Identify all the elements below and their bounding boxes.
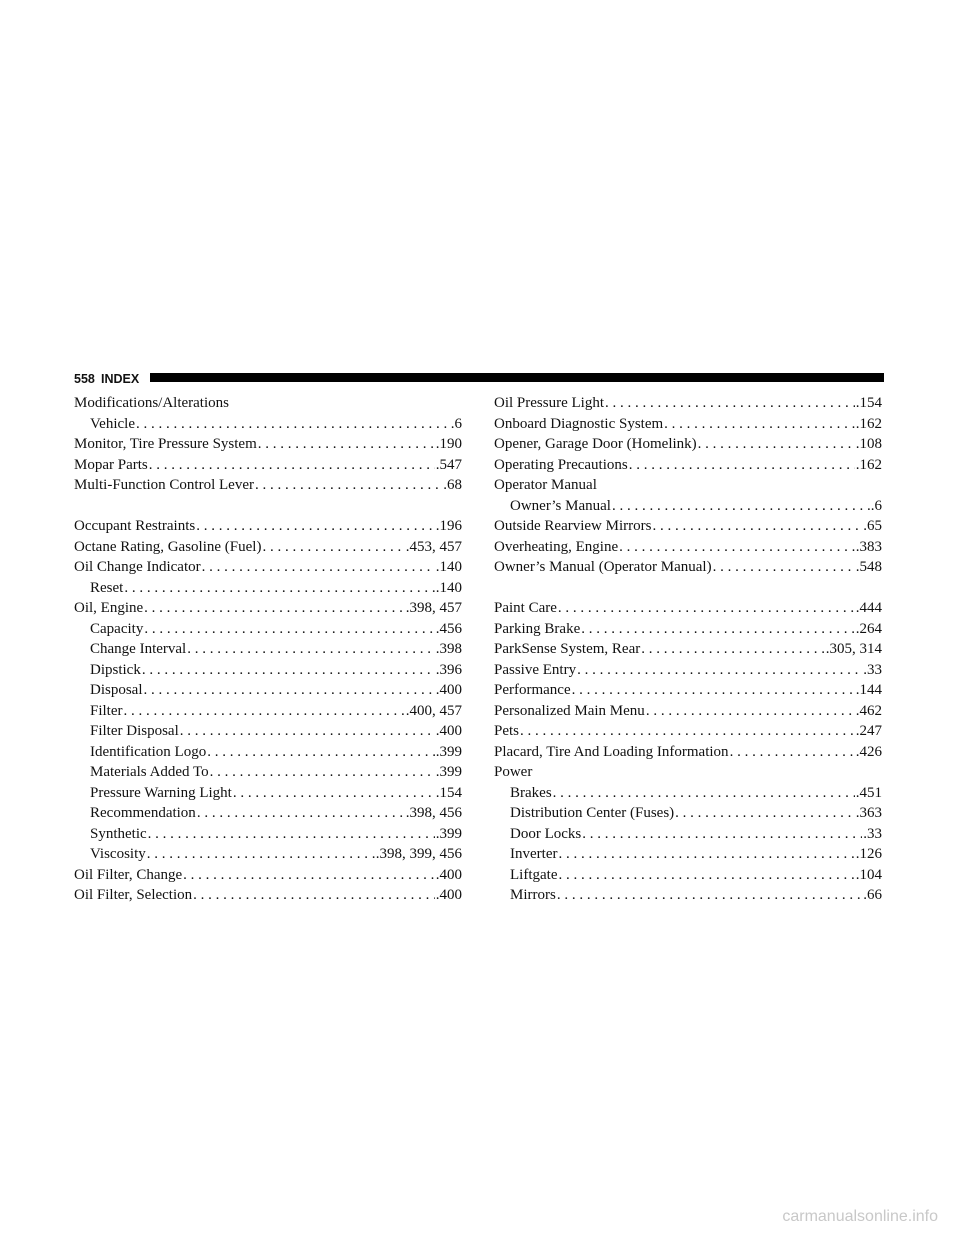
index-entry [74,557,462,578]
dot-leader [664,414,855,435]
index-term: Filter [90,702,123,719]
index-term: Door Locks [510,825,582,842]
index-term: Octane Rating, Gasoline (Fuel) [74,538,262,555]
index-page-ref[interactable]: .66 [863,887,882,903]
index-page-ref[interactable]: .444 [855,600,882,616]
index-page-ref[interactable]: .547 [435,456,462,473]
index-term: Occupant Restraints [74,518,196,534]
page-header [74,370,884,388]
dot-leader [144,619,434,640]
index-page-ref[interactable]: .398, 457 [405,600,462,616]
index-column-right [494,393,882,906]
dot-leader [149,455,435,476]
index-entry [494,660,882,681]
index-term: Performance [494,682,571,698]
index-entry [494,721,882,742]
index-term: Placard, Tire And Loading Information [494,743,729,760]
index-term: Owner’s Manual (Operator Manual) [494,559,712,575]
index-page-ref[interactable]: .451 [855,784,882,801]
index-page-ref[interactable]: .548 [855,559,882,575]
index-entry [494,803,882,824]
index-entry [494,680,882,701]
index-entry [74,824,462,845]
index-page-ref[interactable]: .383 [855,538,882,555]
index-page-ref[interactable]: .264 [855,620,882,637]
index-entry [494,393,882,414]
index-entry [74,455,462,476]
index-entry [74,680,462,701]
dot-leader [210,762,435,783]
dot-leader [136,414,450,435]
dot-leader [558,598,855,619]
index-page-ref[interactable]: .398, 399, 456 [375,846,462,862]
index-entry [74,701,462,722]
index-page-ref[interactable]: .196 [435,518,462,534]
index-page-ref[interactable]: .396 [435,661,462,678]
index-term: Liftgate [510,866,558,883]
index-term: Change Interval [90,641,187,657]
index-page-ref[interactable]: .400 [435,866,462,883]
index-entry [494,742,882,763]
index-page-ref[interactable]: .162 [855,415,882,432]
index-page-ref[interactable]: .398, 456 [405,805,462,821]
index-entry [74,619,462,640]
index-term: ParkSense System, Rear [494,641,641,657]
dot-leader [572,680,855,701]
index-entry [494,639,882,660]
index-entry [494,557,882,578]
dot-leader [675,803,855,824]
dot-leader [180,721,435,742]
page-number: 558 [74,372,95,386]
index-entry [74,475,462,496]
index-entry [74,578,462,599]
index-term: Mirrors [510,887,556,903]
index-term: Operator Manual [494,477,597,493]
index-term: Disposal [90,682,143,698]
index-term: Outside Rearview Mirrors [494,518,652,534]
index-entry [494,762,882,783]
index-entry [74,639,462,660]
index-page-ref[interactable]: .33 [863,661,882,678]
index-entry [494,885,882,906]
dot-leader [612,496,870,517]
dot-leader [262,537,404,558]
index-page-ref[interactable]: .65 [863,518,882,534]
index-page-ref[interactable]: .398 [435,641,462,657]
index-term: Viscosity [90,846,146,862]
index-term: Opener, Garage Door (Homelink) [494,436,697,452]
dot-leader [581,619,855,640]
index-term: Oil Filter, Change [74,866,183,883]
watermark: carmanualsonline.info [782,1208,938,1225]
dot-leader [698,434,855,455]
index-term: Oil Pressure Light [494,395,604,411]
index-entry [74,762,462,783]
dot-leader [144,598,405,619]
index-page-ref[interactable]: .400 [435,723,462,739]
dot-leader [629,455,855,476]
index-entry [74,844,462,865]
index-page-ref[interactable]: .140 [435,559,462,575]
index-page-ref[interactable]: .363 [855,805,882,821]
index-entry [494,496,882,517]
index-term: Oil, Engine [74,600,144,616]
index-term: Owner’s Manual [510,497,611,514]
index-term: Filter Disposal [90,723,179,739]
index-entry [494,598,882,619]
index-page-ref[interactable]: .108 [855,436,882,452]
dot-leader [197,803,405,824]
index-term: Inverter [510,846,558,862]
dot-leader [713,557,855,578]
index-entry [74,783,462,804]
index-page-ref[interactable]: .399 [435,764,462,780]
index-entry [494,783,882,804]
index-entry [494,701,882,722]
dot-leader [196,516,435,537]
index-page-ref[interactable]: .126 [855,846,882,862]
index-term: Monitor, Tire Pressure System [74,436,257,452]
index-term: Mopar Parts [74,456,148,473]
index-entry [74,885,462,906]
index-entry [74,660,462,681]
index-entry [74,393,462,414]
dot-leader [142,660,435,681]
index-entry [74,537,462,558]
index-term: Vehicle [90,415,135,432]
dot-leader [193,885,435,906]
index-term: Operating Precautions [494,456,628,473]
index-page-ref[interactable]: .154 [855,395,882,411]
dot-leader [233,783,435,804]
index-entry [494,865,882,886]
index-page-ref[interactable]: .426 [855,743,882,760]
dot-leader [187,639,435,660]
dot-leader [558,844,854,865]
dot-leader [646,701,855,722]
index-entry [494,475,882,496]
index-term: Brakes [510,784,552,801]
index-term: Pets [494,723,520,739]
dot-leader [144,680,435,701]
index-entry [494,516,882,537]
index-page-ref[interactable]: .453, 457 [405,538,462,555]
index-entry [494,619,882,640]
index-term: Oil Filter, Selection [74,887,193,903]
index-entry [74,865,462,886]
dot-leader [619,537,855,558]
dot-leader [558,865,854,886]
dot-leader [207,742,435,763]
index-term: Paint Care [494,600,557,616]
index-term: Oil Change Indicator [74,559,201,575]
index-term: Reset [90,579,124,596]
dot-leader [147,844,375,865]
index-entry [74,434,462,455]
index-page-ref[interactable]: .247 [855,723,882,739]
index-term: Power [494,764,533,780]
index-entry [74,598,462,619]
dot-leader [520,721,855,742]
index-entry [494,455,882,476]
dot-leader [553,783,855,804]
index-page-ref[interactable]: .104 [855,866,882,883]
index-entry [74,414,462,435]
dot-leader [255,475,442,496]
index-page-ref[interactable]: .6 [450,415,462,432]
dot-leader [124,578,434,599]
dot-leader [582,824,862,845]
index-page-ref[interactable]: .140 [435,579,462,596]
index-page-ref[interactable]: .400 [435,887,462,903]
index-page-ref[interactable]: .6 [870,497,882,514]
index-page-ref[interactable]: .68 [443,477,462,493]
index-entry [494,414,882,435]
dot-leader [183,865,435,886]
dot-leader [652,516,862,537]
index-term: Multi-Function Control Lever [74,477,254,493]
index-page-ref[interactable]: .305, 314 [825,641,882,657]
dot-leader [124,701,405,722]
index-term: Distribution Center (Fuses) [510,805,675,821]
index-term: Dipstick [90,661,141,678]
dot-leader [730,742,855,763]
index-page-ref[interactable]: .400 [435,682,462,698]
index-page-ref[interactable]: .144 [855,682,882,698]
index-entry [74,803,462,824]
index-page-ref[interactable]: .190 [435,436,462,452]
dot-leader [641,639,825,660]
index-page-ref[interactable]: .462 [855,702,882,719]
index-column-left [74,393,462,906]
header-rule [150,373,884,382]
index-page-ref[interactable]: .154 [435,784,462,801]
index-entry [74,742,462,763]
index-page-ref[interactable]: .399 [435,825,462,842]
index-page-ref[interactable]: .400, 457 [405,702,462,719]
index-entry [494,844,882,865]
section-title: INDEX [101,372,140,386]
index-term: Pressure Warning Light [90,784,232,801]
index-term: Personalized Main Menu [494,702,645,719]
index-term: Parking Brake [494,620,581,637]
index-entry [494,824,882,845]
index-term: Passive Entry [494,661,577,678]
index-entry [74,721,462,742]
dot-leader [577,660,862,681]
index-term: Capacity [90,620,144,637]
dot-leader [202,557,435,578]
index-entry [494,434,882,455]
index-entry [74,516,462,537]
index-page-ref[interactable]: .33 [863,825,882,842]
index-page-ref[interactable]: .456 [435,620,462,637]
index-term: Modifications/Alterations [74,395,229,411]
index-term: Recommendation [90,805,196,821]
index-page-ref[interactable]: .399 [435,743,462,760]
index-term: Identification Logo [90,743,207,760]
index-term: Materials Added To [90,764,209,780]
index-page-ref[interactable]: .162 [855,456,882,473]
dot-leader [605,393,855,414]
dot-leader [148,824,435,845]
index-entry [494,537,882,558]
dot-leader [557,885,862,906]
index-term: Onboard Diagnostic System [494,415,664,432]
index-term: Synthetic [90,825,147,842]
dot-leader [258,434,435,455]
index-term: Overheating, Engine [494,538,619,555]
